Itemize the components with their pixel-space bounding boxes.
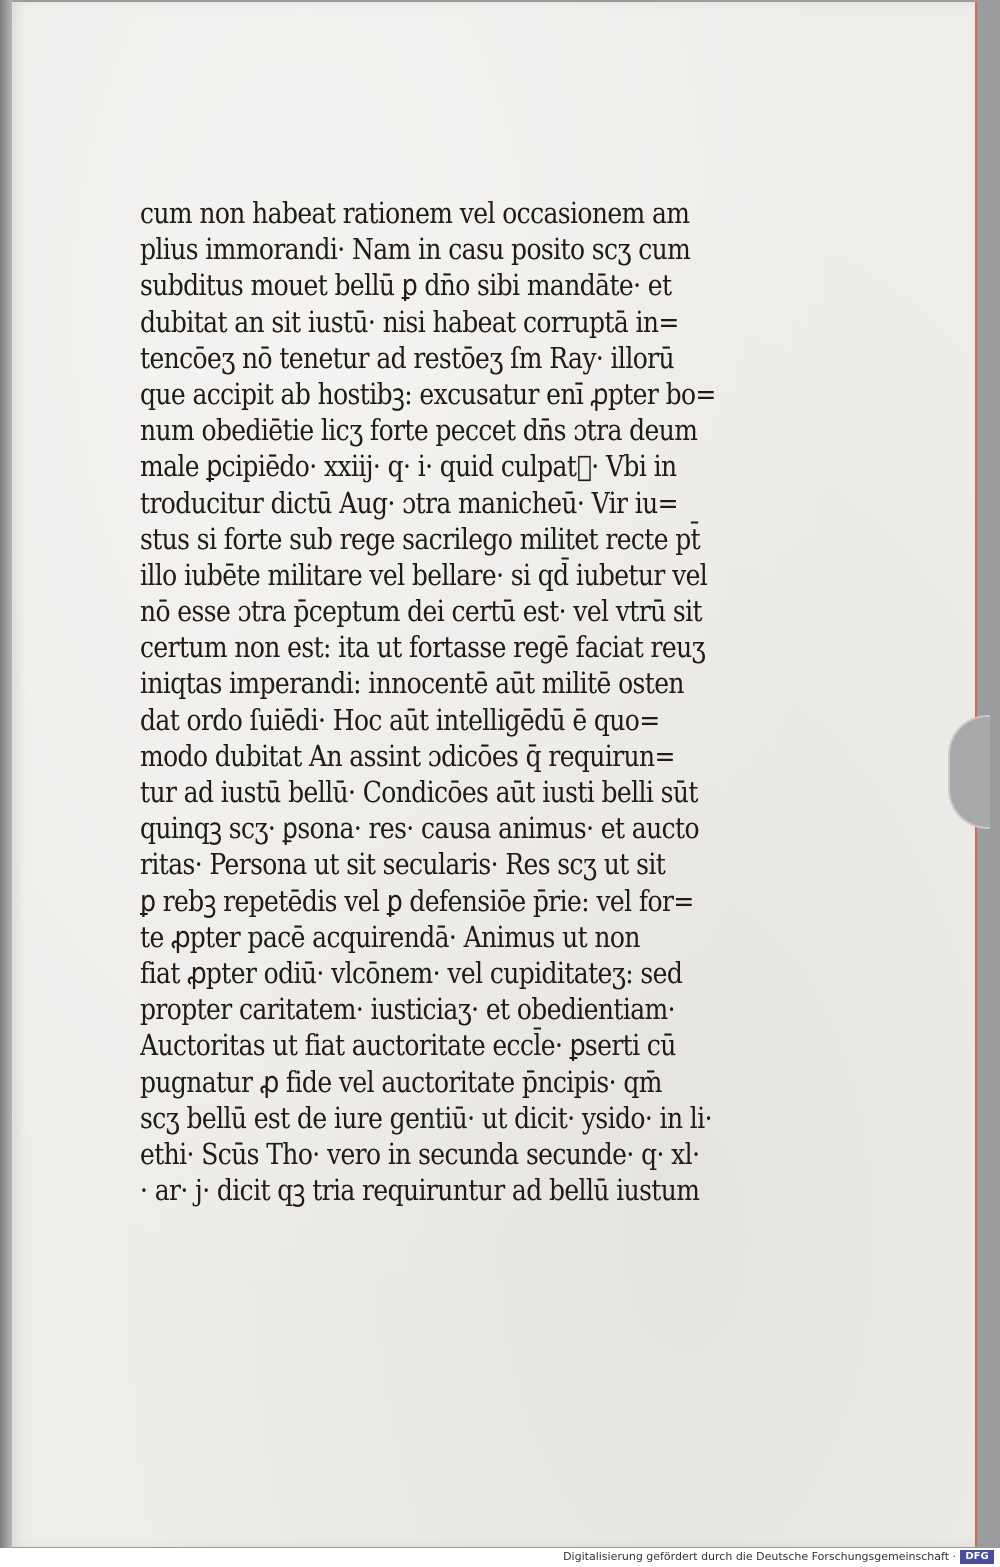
text-line: scʒ bellū est de iure gentiū· ut dicit· ysido· in li· (140, 1101, 712, 1135)
text-line: fiat ꝓpter odiū· vlcōnem· vel cupiditateʒ: sed (140, 956, 683, 991)
text-line: plius immorandi· Nam in casu posito scʒ cum (140, 232, 691, 267)
text-block (140, 196, 780, 1209)
funding-credit: Digitalisierung gefördert durch die Deutsche Forschungsgemeinschaft · (563, 1550, 956, 1563)
text-line: tur ad iustū bellū· Condicōes aūt iusti belli sūt (140, 775, 698, 810)
dfg-logo: DFG (960, 1550, 994, 1564)
text-line: certum non est: ita ut fortasse regē faciat reuʒ (140, 630, 706, 665)
text-line: troducitur dictū Aug· ɔtra manicheū· Vir iu= (140, 486, 678, 520)
text-line: illo iubēte militare vel bellare· si qd̄ iubetur vel (140, 558, 708, 592)
text-line: que accipit ab hostibꝫ: excusatur enī ꝓpter bo= (140, 377, 716, 412)
text-line: num obediētie licʒ forte peccet dn̄s ɔtra deum (140, 413, 698, 448)
adjacent-page-edge (0, 0, 12, 1567)
text-line: male ꝑcipiēdo· xxiij· q· i· quid culpat᷑· Vbi in (140, 450, 677, 484)
text-line: Auctoritas ut fiat auctoritate eccl̄e· ꝑserti cū (140, 1029, 676, 1063)
text-line: nō esse ɔtra p̄ceptum dei certū est· vel vtrū sit (140, 594, 702, 629)
text-line: dubitat an sit iustū· nisi habeat corruptā in= (140, 305, 679, 339)
text-line: quinqꝫ scʒ· ꝑsona· res· causa animus· et aucto (140, 811, 699, 846)
text-line: subditus mouet bellū ꝑ dn̄o sibi mandāte· et (140, 269, 672, 303)
text-line: dat ordo ſuiēdi· Hoc aūt intelligēdū ē quo= (140, 703, 660, 737)
text-line: · ar· j· dicit qꝫ tria requiruntur ad bellū iustum (140, 1173, 700, 1208)
text-line: propter caritatem· iusticiaʒ· et obedientiam· (140, 992, 675, 1027)
text-line: modo dubitat An assint ɔdicōes q̄ requirun= (140, 739, 675, 773)
text-line: pugnatur ꝓ fide vel auctoritate p̄ncipis· qm̄ (140, 1065, 662, 1099)
text-line: ritas· Persona ut sit secularis· Res scʒ ut sit (140, 848, 666, 882)
page-clip-tab (948, 715, 990, 829)
footer-bar (0, 1548, 1000, 1567)
text-line: iniqtas imperandi: innocentē aūt militē osten (140, 667, 684, 701)
text-line: ethi· Scūs Tho· vero in secunda secunde· q· xl· (140, 1137, 700, 1171)
text-line: tencōeʒ nō tenetur ad restōeʒ ſm Ray· illorū (140, 341, 675, 375)
text-line: te ꝓpter pacē acquirendā· Animus ut non (140, 920, 640, 954)
text-line: stus si forte sub rege sacrilego militet recte pt̄ (140, 522, 701, 556)
text-line: ꝑ rebꝫ repetēdis vel ꝑ defensiōe p̄rie: vel for= (140, 884, 694, 918)
text-line: cum non habeat rationem vel occasionem am (140, 196, 690, 231)
